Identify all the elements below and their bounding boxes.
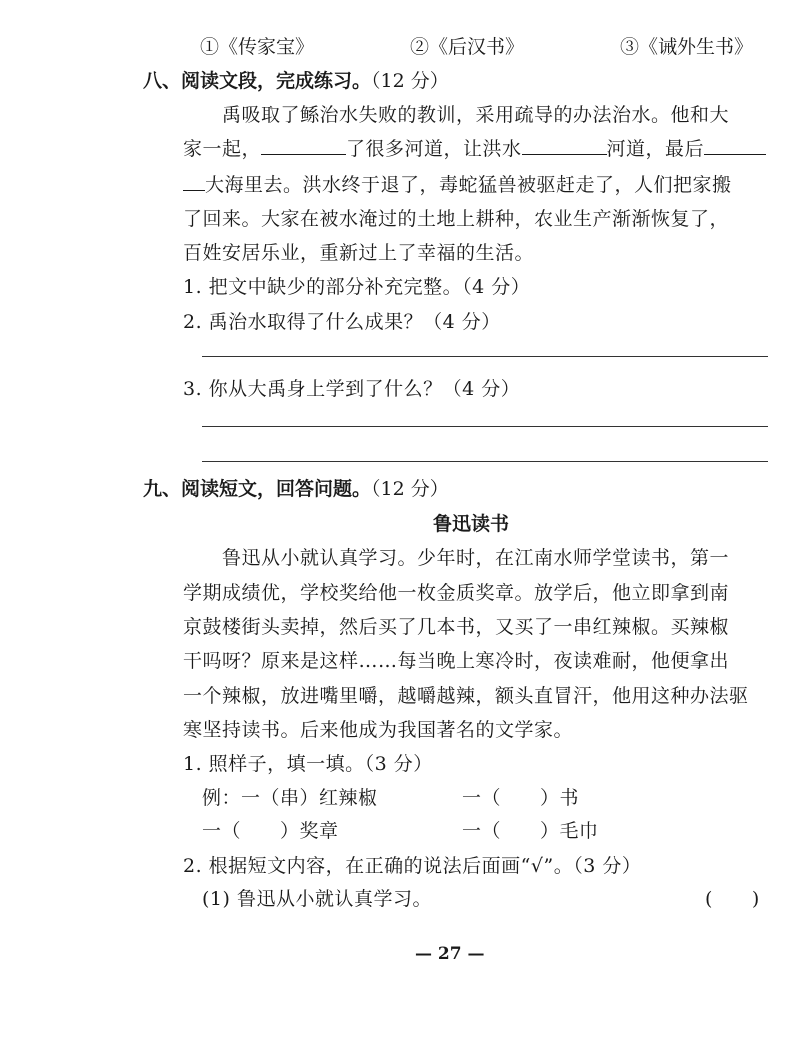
s9-question-1: 1. 照样子，填一填。（3 分） xyxy=(183,753,433,775)
s8-line3-text: 大海里去。洪水终于退了，毒蛇猛兽被驱赶走了，人们把家搬 xyxy=(205,174,732,196)
section-9-score: （12 分） xyxy=(371,478,449,500)
section-9-heading-text: 九、阅读短文，回答问题。 xyxy=(143,478,372,500)
s9-passage-line-2: 学期成绩优，学校奖给他一枚金质奖章。放学后，他立即拿到南 xyxy=(183,582,730,604)
section-8-heading-text: 八、阅读文段，完成练习。 xyxy=(143,70,372,92)
s8-passage-line-3 xyxy=(183,170,732,197)
s8-line2-part-c: 河道，最后 xyxy=(606,138,705,160)
answer-line-q2[interactable] xyxy=(202,356,768,357)
s8-passage-line-4: 了回来。大家在被水淹过的土地上耕种，农业生产渐渐恢复了， xyxy=(183,208,730,230)
s8-question-1: 1. 把文中缺少的部分补充完整。（4 分） xyxy=(183,276,531,298)
fill-item-medal[interactable]: 一（ ）奖章 xyxy=(202,820,339,842)
s8-passage-line-5: 百姓安居乐业，重新过上了幸福的生活。 xyxy=(183,242,535,264)
blank-3-cont[interactable] xyxy=(183,172,205,191)
s8-line2-part-a: 家一起， xyxy=(183,138,262,160)
s9-q2-statement-1: (1) 鲁迅从小就认真学习。 xyxy=(202,888,432,910)
passage-title: 鲁迅读书 xyxy=(433,513,510,535)
blank-3[interactable] xyxy=(704,136,766,155)
fill-item-book[interactable]: 一（ ）书 xyxy=(462,787,580,809)
s8-passage-line-1: 禹吸取了鲧治水失败的教训，采用疏导的办法治水。他和大 xyxy=(222,104,730,126)
s9-q2-answer-paren[interactable]: ( ) xyxy=(705,888,760,910)
answer-line-q3-1[interactable] xyxy=(202,426,768,427)
s8-question-3: 3. 你从大禹身上学到了什么？（4 分） xyxy=(183,378,521,400)
option-3: ③《诫外生书》 xyxy=(620,36,754,58)
s9-passage-line-6: 寒坚持读书。后来他成为我国著名的文学家。 xyxy=(183,719,574,741)
fill-item-towel[interactable]: 一（ ）毛巾 xyxy=(462,820,599,842)
page-number: — 27 — xyxy=(415,944,485,964)
blank-1[interactable] xyxy=(261,136,346,155)
example-item: 例：一（串）红辣椒 xyxy=(202,787,378,809)
s8-passage-line-2 xyxy=(183,134,766,161)
blank-2[interactable] xyxy=(522,136,607,155)
s9-question-2: 2. 根据短文内容，在正确的说法后面画“√”。（3 分） xyxy=(183,855,642,877)
s8-line2-part-b: 了很多河道，让洪水 xyxy=(346,138,522,160)
s9-passage-line-4: 干吗呀？原来是这样……每当晚上寒冷时，夜读难耐，他便拿出 xyxy=(183,650,730,672)
option-1: ①《传家宝》 xyxy=(200,36,315,58)
s9-passage-line-1: 鲁迅从小就认真学习。少年时，在江南水师学堂读书，第一 xyxy=(222,547,730,569)
s8-question-2: 2. 禹治水取得了什么成果？（4 分） xyxy=(183,311,501,333)
section-9-heading xyxy=(143,474,449,501)
s9-passage-line-3: 京鼓楼街头卖掉，然后买了几本书，又买了一串红辣椒。买辣椒 xyxy=(183,616,730,638)
answer-line-q3-2[interactable] xyxy=(202,461,768,462)
section-8-heading xyxy=(143,66,449,93)
s9-passage-line-5: 一个辣椒，放进嘴里嚼，越嚼越辣，额头直冒汗，他用这种办法驱 xyxy=(183,685,749,707)
option-2: ②《后汉书》 xyxy=(410,36,525,58)
section-8-score: （12 分） xyxy=(371,70,449,92)
